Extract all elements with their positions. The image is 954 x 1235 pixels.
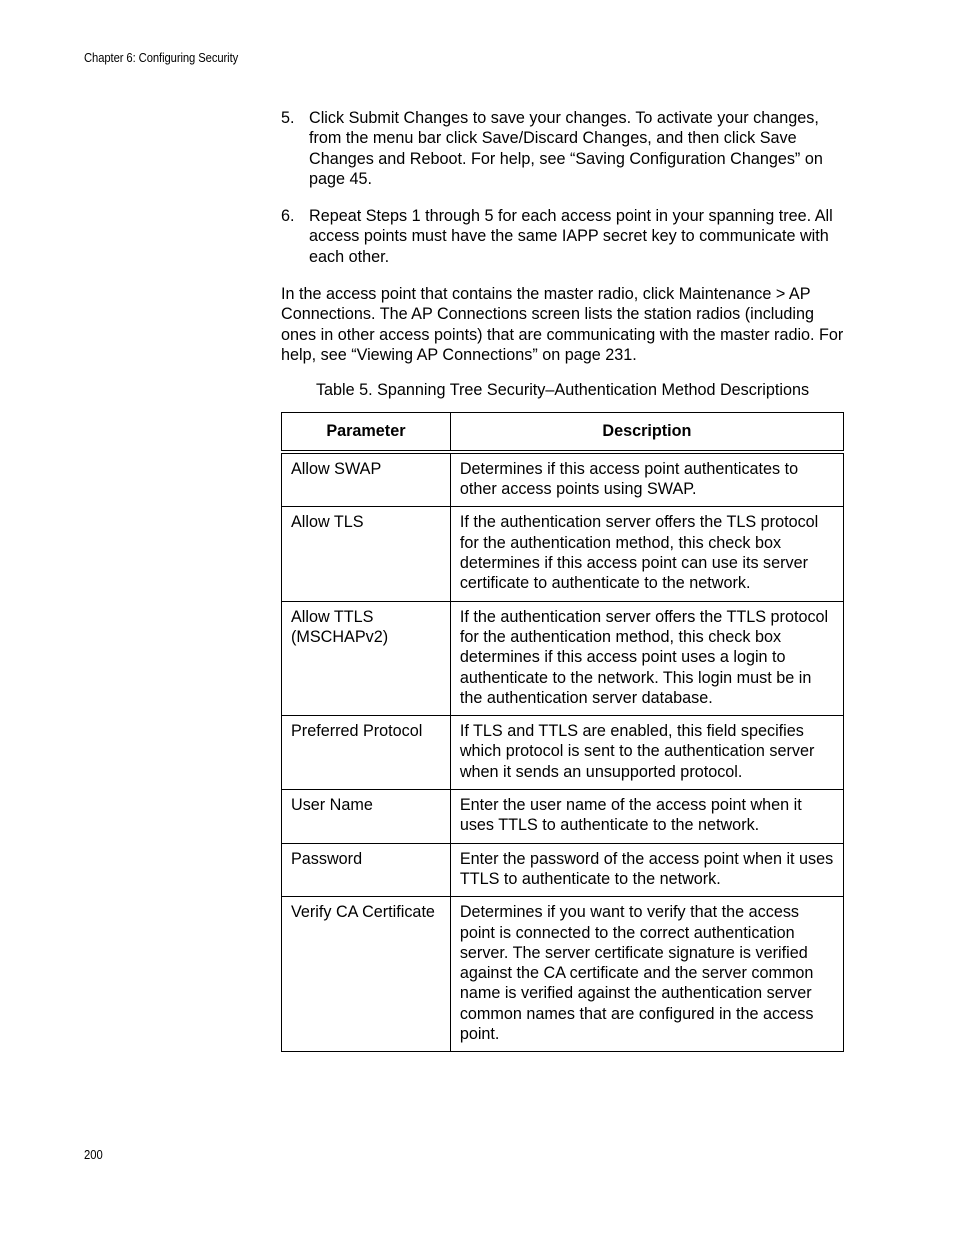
description-cell: Determines if this access point authenticates to other access points using SWAP. — [450, 452, 843, 507]
parameter-cell: User Name — [282, 790, 451, 844]
table-row — [282, 897, 844, 1052]
table-header-row — [282, 412, 844, 452]
table-row — [282, 843, 844, 897]
description-cell: Determines if you want to verify that the access point is connected to the correct authentication server. The server certificate signature is verified against the CA certificate and the server common name is verified against the authentication server common names that are configured in the access point. — [450, 897, 843, 1052]
description-table — [281, 412, 844, 1053]
step-5 — [281, 108, 844, 189]
step-number: 5. — [281, 109, 295, 127]
step-6 — [281, 206, 844, 267]
description-cell: Enter the user name of the access point when it uses TTLS to authenticate to the network. — [450, 790, 843, 844]
parameter-cell: Allow SWAP — [282, 452, 451, 507]
parameter-cell: Allow TLS — [282, 507, 451, 601]
parameter-cell: Password — [282, 843, 451, 897]
description-cell: If the authentication server offers the TTLS protocol for the authentication method, this check box determines if this access point uses a login to authenticate to the network. This login must be in the authentication server database. — [450, 601, 843, 715]
description-cell: If the authentication server offers the TLS protocol for the authentication method, this check box determines if this access point can use its server certificate to authenticate to the network. — [450, 507, 843, 601]
description-cell: If TLS and TTLS are enabled, this field specifies which protocol is sent to the authentication server when it sends an unsupported protocol. — [450, 716, 843, 790]
table-row — [282, 507, 844, 601]
description-cell: Enter the password of the access point when it uses TTLS to authenticate to the network. — [450, 843, 843, 897]
table-row — [282, 601, 844, 715]
table-row — [282, 452, 844, 507]
step-text: Repeat Steps 1 through 5 for each access point in your spanning tree. All access points must have the same IAPP secret key to communicate with each other. — [309, 207, 833, 266]
body-paragraph: In the access point that contains the master radio, click Maintenance > AP Connections. The AP Connections screen lists the station radios (including ones in other access points) that are communicating with the master radio. For help, see “Viewing AP Connections” on page 231. — [281, 285, 844, 364]
running-head: Chapter 6: Configuring Security — [84, 51, 239, 65]
table-row — [282, 716, 844, 790]
page-body — [281, 108, 844, 1052]
step-number: 6. — [281, 207, 295, 226]
parameter-cell: Allow TTLS (MSCHAPv2) — [282, 601, 451, 715]
parameter-cell: Verify CA Certificate — [282, 897, 451, 1052]
table-row — [282, 790, 844, 844]
column-header-description: Description — [450, 412, 843, 452]
step-text: Click Submit Changes to save your changes. To activate your changes, from the menu bar click Save/Discard Changes, and then click Save Changes and Reboot. For help, see “Saving Configuration Changes” on page 45. — [309, 109, 823, 188]
table-caption: Table 5. Spanning Tree Security–Authentication Method Descriptions — [315, 381, 810, 400]
parameter-cell: Preferred Protocol — [282, 716, 451, 790]
column-header-parameter: Parameter — [282, 412, 451, 452]
page-number: 200 — [84, 1148, 103, 1162]
